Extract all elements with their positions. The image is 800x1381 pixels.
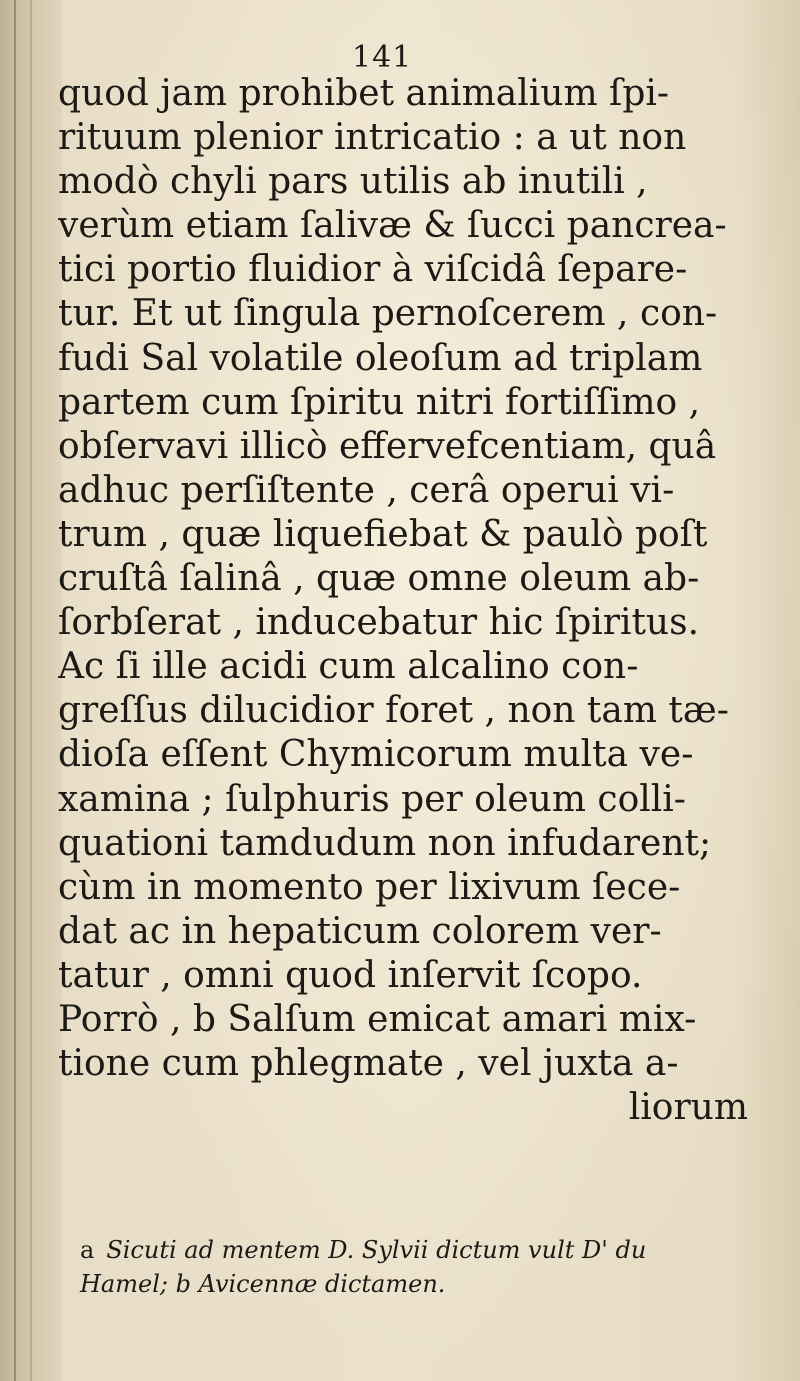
text-line: modò chyli pars utilis ab inutili , [58,161,648,203]
text-line: Ac ſi ille acidi cum alcalino con- [58,646,639,688]
text-line: xamina ; ſulphuris per oleum colli- [58,778,686,820]
text-line: tione cum phlegmate , vel juxta a- [58,1043,679,1085]
text-line: cruſtâ ſalinâ , quæ omne oleum ab- [58,558,700,600]
text-line: partem cum ſpiritu nitri fortiſſimo , [58,381,701,423]
footnotes [80,1233,770,1301]
gutter-crease [30,0,32,1381]
gutter-crease [14,0,16,1381]
footnote-text: Hamel; b Avicennæ dictamen. [80,1270,446,1298]
text-line: dioſa eſſent Chymicorum multa ve- [58,734,694,776]
text-line: cùm in momento per lixivum ſece- [58,866,681,908]
text-line: obſervavi illicò effervefcentiam, quâ [58,425,717,467]
footnote-marker: a [80,1236,95,1264]
text-line: rituum plenior intricatio : a ut non [58,117,687,159]
body-text [58,72,778,1130]
page-number: 141 [352,40,413,75]
text-line: ſorbſerat , inducebatur hic ſpiritus. [58,602,700,644]
text-line: greſſus dilucidior foret , non tam tæ- [58,690,729,732]
text-line: quationi tamdudum non infudarent; [58,822,712,864]
text-line: tici portio fluidior à viſcidâ ſepare- [58,249,688,291]
text-line: Porrò , b Salſum emicat amari mix- [58,998,697,1040]
catchword: liorum [628,1087,748,1129]
text-line: tatur , omni quod inſervit ſcopo. [58,954,643,996]
text-line: tur. Et ut ſingula pernoſcerem , con- [58,293,718,335]
footnote [80,1233,770,1267]
text-line: fudi Sal volatile oleoſum ad triplam [58,337,703,379]
text-line: verùm etiam ſalivæ & ſucci pancrea- [58,205,727,247]
text-line: adhuc perſiſtente , cerâ operui vi- [58,469,675,511]
footnote [80,1267,770,1301]
text-line: dat ac in hepaticum colorem ver- [58,910,662,952]
footnote-text: Sicuti ad mentem D. Sylvii dictum vult D' du [106,1236,647,1264]
text-line: trum , quæ liquefiebat & paulò poſt [58,513,708,555]
text-line: quod jam prohibet animalium ſpi- [58,73,670,114]
